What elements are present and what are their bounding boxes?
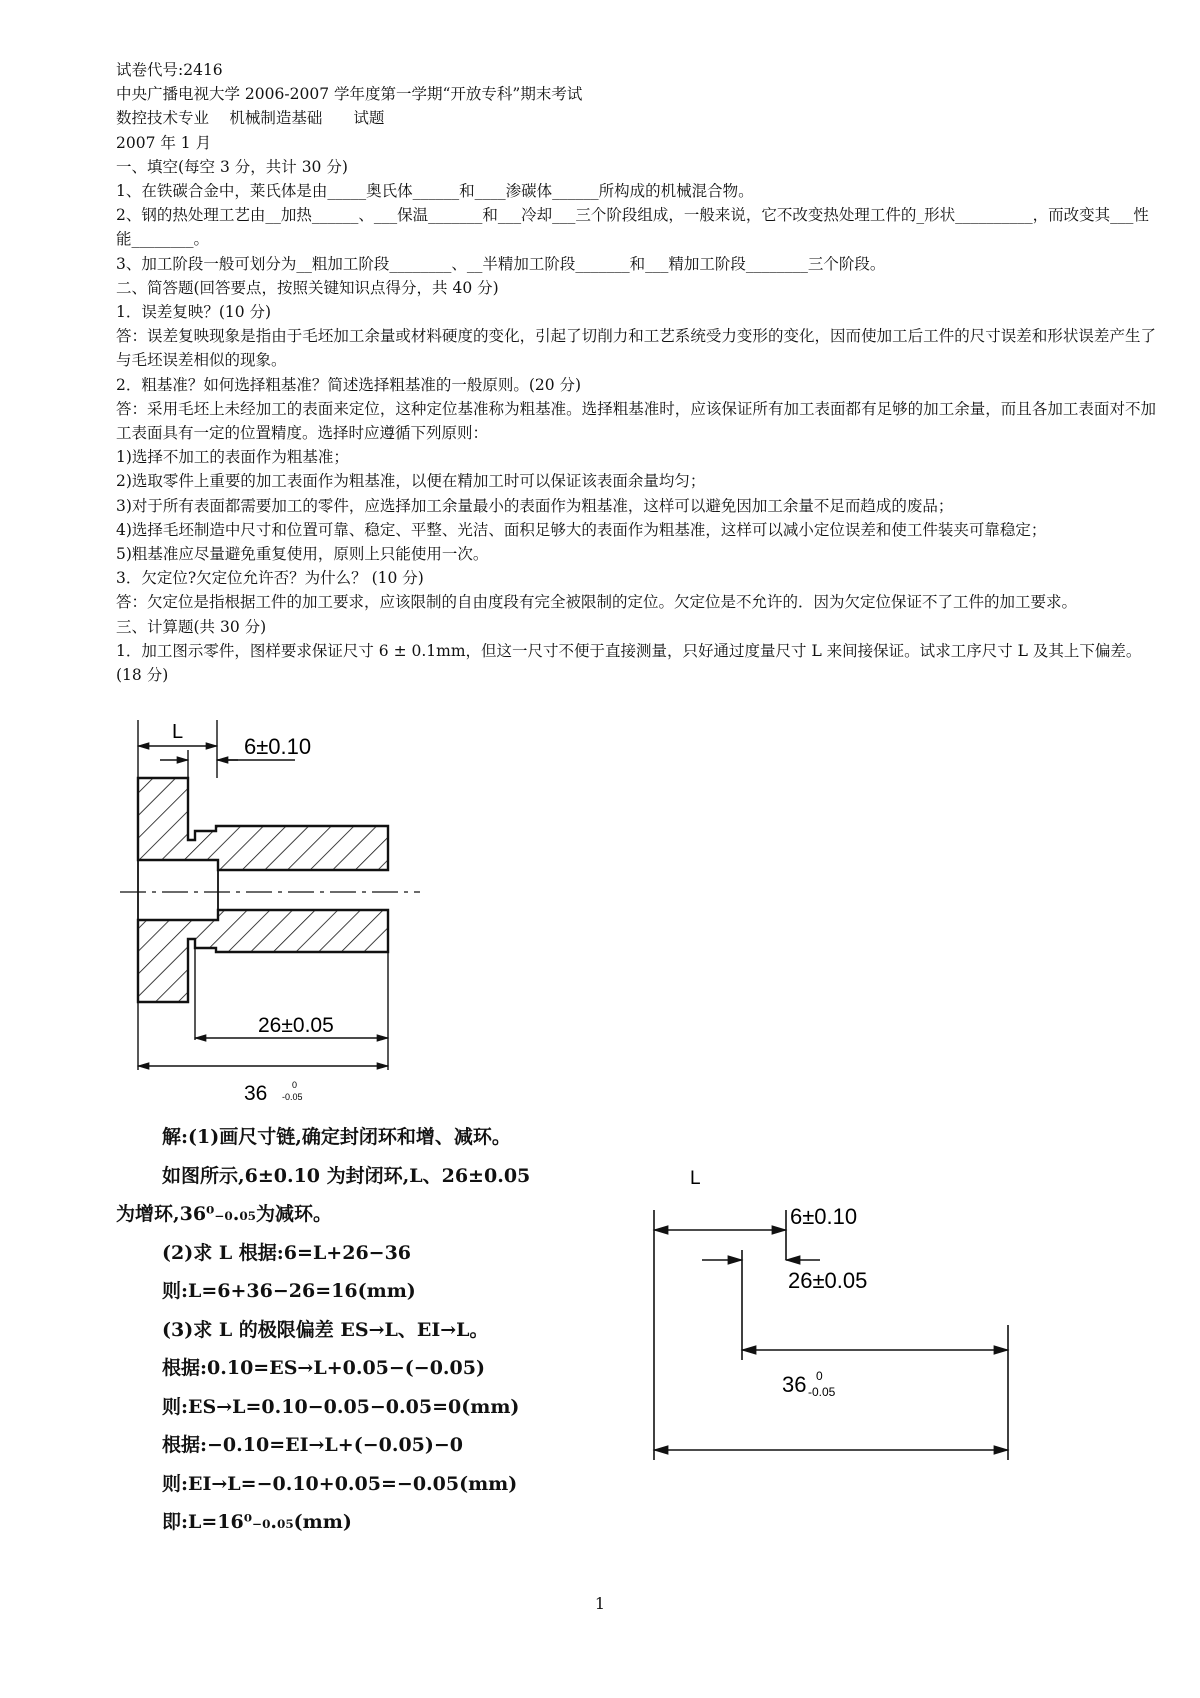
- section2-q2-title: 2．粗基准？如何选择粗基准？简述选择粗基准的一般原则。(20 分): [116, 375, 582, 394]
- chain-dim-36: 36: [782, 1372, 807, 1397]
- principle-item: 4)选择毛坯制造中尺寸和位置可靠、稳定、平整、光洁、面积足够大的表面作为粗基准，这样可以减小定位误差和使工件装夹可靠稳定；: [116, 520, 1047, 539]
- solution-line: 根据:0.10=ES→L+0.05−(−0.05): [162, 1357, 485, 1379]
- chain-dim-36-lower: -0.05: [808, 1385, 836, 1399]
- section1-q3: 3、加工阶段一般可划分为__粗加工阶段________、__半精加工阶段_______和___精加工阶段________三个阶段。: [116, 254, 886, 273]
- section2-q1-title: 1．误差复映？(10 分): [116, 303, 272, 322]
- exam-university: 中央广播电视大学 2006-2007 学年度第一学期“开放专科”期末考试: [116, 85, 583, 104]
- section1-q1: 1、在铁碳合金中，莱氏体是由_____奥氏体______和____渗碳体______所构成的机械混合物。: [116, 182, 754, 201]
- section2-q2-answer: 答：采用毛坯上未经加工的表面来定位，这种定位基准称为粗基准。选择粗基准时，应该保证所有加工表面都有足够的加工余量，而且各加工表面对不加工表面具有一定的位置精度。选择时应遵循下列原则：: [116, 399, 1156, 443]
- drawing-dim-6: 6±0.10: [244, 734, 312, 759]
- section1-title: 一、填空(每空 3 分，共计 30 分): [116, 157, 348, 176]
- section1-q2: 2、钢的热处理工艺由__加热______、___保温_______和___冷却___三个阶段组成，一般来说，它不改变热处理工件的_形状__________，而改变其___性能________。: [116, 206, 1149, 249]
- drawing-dim-26: 26±0.05: [258, 1014, 334, 1037]
- solution-line: 则:L=6+36−26=16(mm): [162, 1280, 416, 1302]
- drawing-dim-36-upper: 0: [292, 1080, 298, 1090]
- drawing-dim-36: 36: [244, 1082, 268, 1105]
- drawing-label-L: L: [172, 721, 184, 743]
- solution-line: (3)求 L 的极限偏差 ES→L、EI→L。: [162, 1318, 489, 1341]
- chain-dim-36-upper: 0: [816, 1369, 823, 1383]
- solution-line: 如图所示,6±0.10 为封闭环,L、26±0.05: [162, 1164, 531, 1187]
- exam-subject: 数控技术专业 机械制造基础 试题: [116, 109, 385, 128]
- section3-q1: 1．加工图示零件，图样要求保证尺寸 6 ± 0.1mm，但这一尺寸不便于直接测量，只好通过度量尺寸 L 来间接保证。试求工序尺寸 L 及其上下偏差。(18 分): [116, 641, 1142, 685]
- section2-q1-answer: 答：误差复映现象是指由于毛坯加工余量或材料硬度的变化，引起了切削力和工艺系统受力变形的变化，因而使加工后工件的尺寸误差和形状误差产生了与毛坯误差相似的现象。: [116, 327, 1156, 370]
- principle-item: 1)选择不加工的表面作为粗基准；: [116, 448, 349, 467]
- part-drawing: [120, 720, 460, 1110]
- solution-line: 解:(1)画尺寸链,确定封闭环和增、减环。: [162, 1126, 511, 1148]
- solution-line: 即:L=16⁰₋₀.₀₅(mm): [162, 1511, 352, 1533]
- exam-code: 试卷代号:2416: [116, 61, 223, 79]
- exam-date: 2007 年 1 月: [116, 133, 212, 152]
- solution-line: (2)求 L 根据:6=L+26−36: [162, 1241, 412, 1264]
- dimension-chain-diagram: [640, 1160, 1060, 1490]
- drawing-dim-36-lower: -0.05: [282, 1092, 303, 1102]
- section2-q3-title: 3．欠定位?欠定位允许否？为什么？ (10 分): [116, 569, 424, 588]
- principle-item: 5)粗基准应尽量避免重复使用，原则上只能使用一次。: [116, 545, 489, 564]
- chain-dim-26: 26±0.05: [788, 1268, 868, 1293]
- solution-block: [116, 1118, 636, 1542]
- page-number: 1: [594, 1594, 606, 1613]
- principle-item: 3)对于所有表面都需要加工的零件，应选择加工余量最小的表面作为粗基准，这样可以避免因加工余量不足而趋成的废品；: [116, 496, 954, 515]
- chain-dim-6: 6±0.10: [790, 1204, 858, 1229]
- solution-line: 为增环,36⁰₋₀.₀₅为减环。: [116, 1203, 332, 1225]
- solution-line: 根据:−0.10=EI→L+(−0.05)−0: [162, 1434, 464, 1456]
- exam-text: [116, 58, 1156, 687]
- solution-line: 则:EI→L=−0.10+0.05=−0.05(mm): [162, 1472, 518, 1495]
- chain-label-L: L: [690, 1168, 701, 1189]
- principle-item: 2)选取零件上重要的加工表面作为粗基准，以便在精加工时可以保证该表面余量均匀；: [116, 472, 706, 491]
- solution-line: 则:ES→L=0.10−0.05−0.05=0(mm): [162, 1395, 520, 1418]
- section2-title: 二、简答题(回答要点，按照关键知识点得分，共 40 分): [116, 278, 499, 297]
- section2-q3-answer: 答：欠定位是指根据工件的加工要求，应该限制的自由度段有完全被限制的定位。欠定位是不允许的．因为欠定位保证不了工件的加工要求。: [116, 593, 1078, 612]
- section3-title: 三、计算题(共 30 分): [116, 617, 267, 636]
